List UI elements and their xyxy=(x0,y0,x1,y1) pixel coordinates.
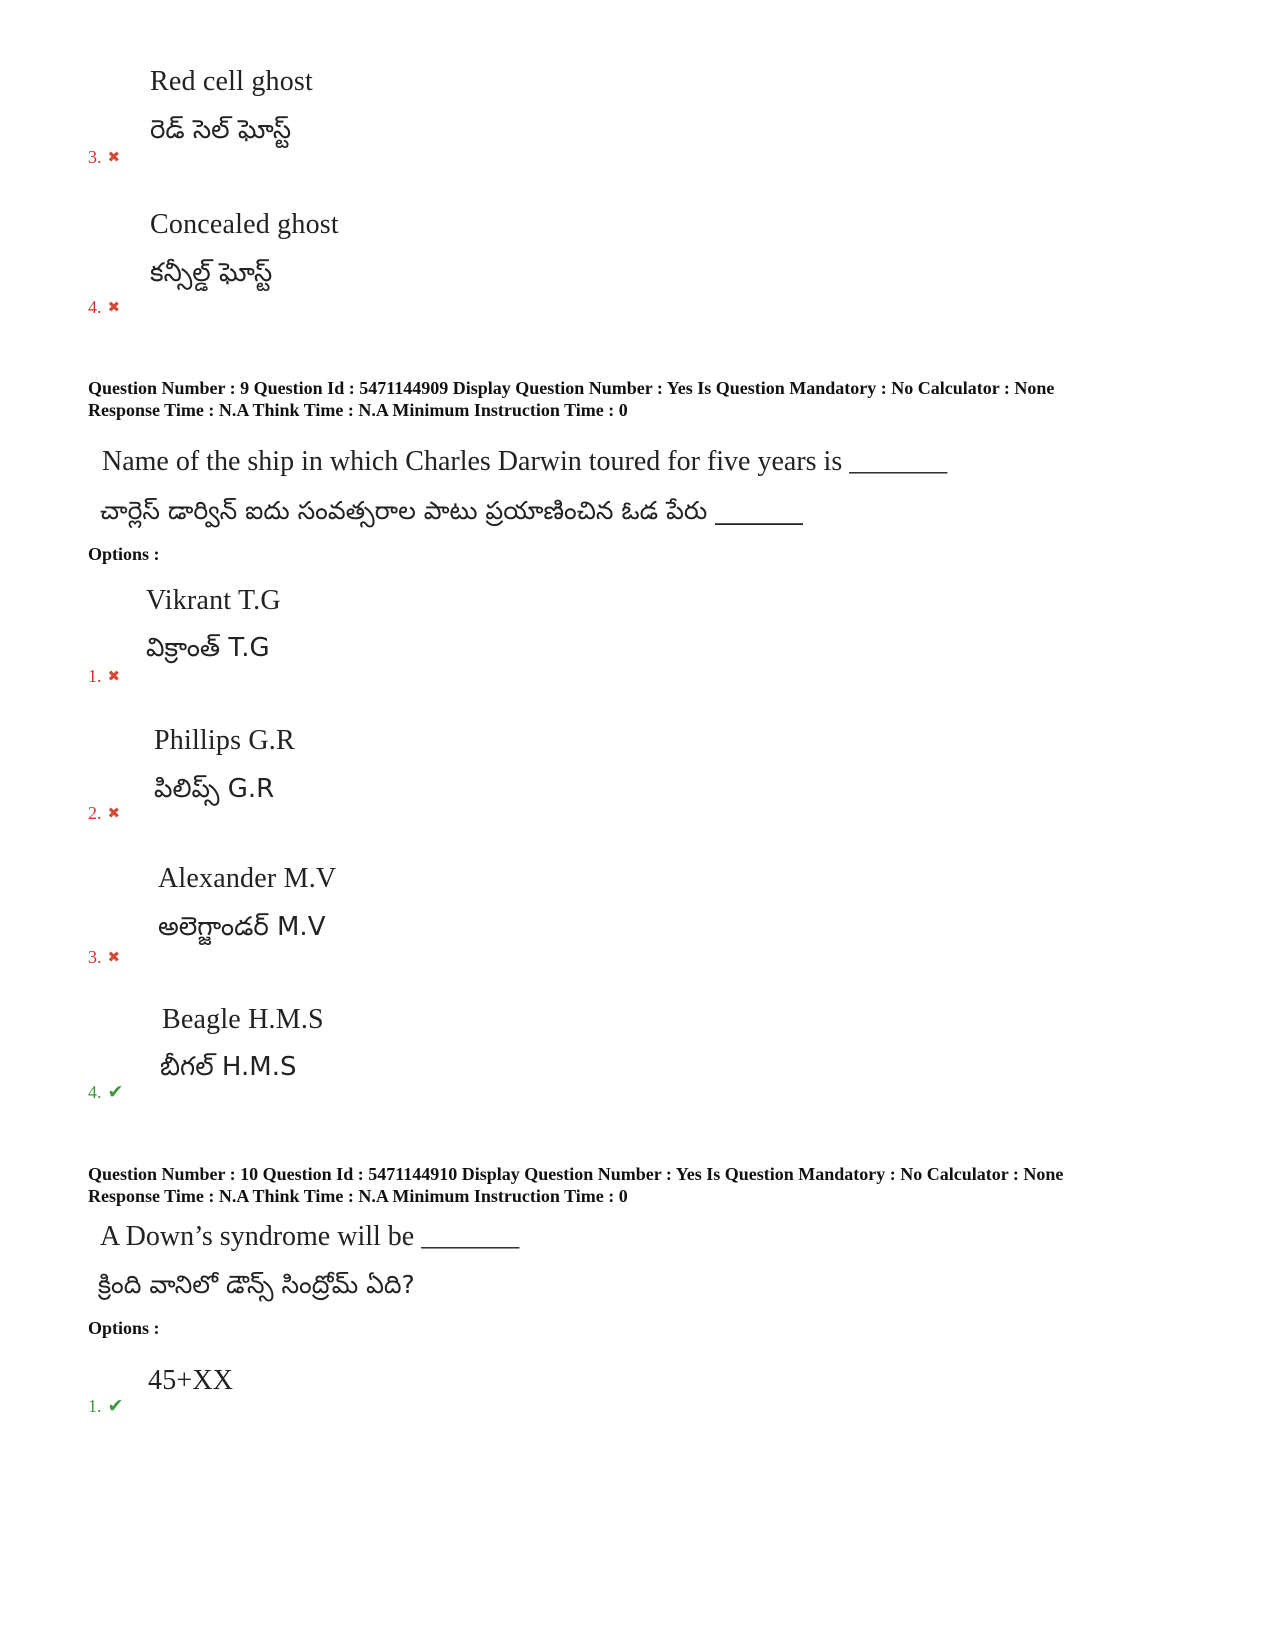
cross-icon: ✖ xyxy=(107,804,121,822)
option-text-te: కన్సీల్డ్ ఘోస్ట్ xyxy=(150,258,273,288)
option-number-label: 4. xyxy=(88,1082,102,1102)
cross-icon: ✖ xyxy=(107,148,121,166)
option-number-label: 3. xyxy=(88,947,102,967)
option-text-en: Beagle H.M.S xyxy=(162,1004,324,1035)
check-icon: ✔ xyxy=(107,1081,124,1103)
option-number-label: 3. xyxy=(88,147,102,167)
option-number xyxy=(88,147,120,168)
option-text-en: Alexander M.V xyxy=(158,863,337,894)
option-number-label: 1. xyxy=(88,1396,102,1416)
option-text-en: Vikrant T.G xyxy=(146,585,281,616)
cross-icon: ✖ xyxy=(107,298,121,316)
option-number xyxy=(88,666,120,687)
question-text-en: A Down’s syndrome will be _______ xyxy=(100,1221,520,1252)
option-text-te: రెడ్ సెల్ ఘోస్ట్ xyxy=(150,115,292,145)
option-number xyxy=(88,803,120,824)
question-text-te: చార్లెస్ డార్విన్ ఐదు సంవత్సరాల పాటు ప్రయాణించిన ఓడ పేరు _______ xyxy=(100,496,803,525)
option-text-te: అలెగ్జాండర్ M.V xyxy=(158,912,326,942)
option-text-en: Concealed ghost xyxy=(150,209,339,240)
question-meta-line2: Response Time : N.A Think Time : N.A Minimum Instruction Time : 0 xyxy=(88,1186,628,1206)
cross-icon: ✖ xyxy=(107,948,121,966)
options-label: Options : xyxy=(88,544,160,564)
options-label: Options : xyxy=(88,1318,160,1338)
option-number-label: 4. xyxy=(88,297,102,317)
question-text-en: Name of the ship in which Charles Darwin toured for five years is _______ xyxy=(102,446,948,477)
option-text-te: బీగల్ H.M.S xyxy=(160,1052,297,1082)
option-text-te: పిలిప్స్ G.R xyxy=(154,774,275,804)
option-text-en: Red cell ghost xyxy=(150,66,313,97)
option-text-en: 45+XX xyxy=(148,1365,234,1396)
question-meta-line1: Question Number : 10 Question Id : 5471144910 Display Question Number : Yes Is Question Mandatory : No Calculator : None xyxy=(88,1164,1064,1184)
option-number xyxy=(88,297,120,318)
question-meta-line2: Response Time : N.A Think Time : N.A Minimum Instruction Time : 0 xyxy=(88,400,628,420)
option-number xyxy=(88,1396,123,1417)
option-text-te: విక్రాంత్ T.G xyxy=(146,633,270,663)
option-number xyxy=(88,1082,123,1103)
check-icon: ✔ xyxy=(107,1395,124,1417)
option-number-label: 2. xyxy=(88,803,102,823)
cross-icon: ✖ xyxy=(107,667,121,685)
question-meta-line1: Question Number : 9 Question Id : 5471144909 Display Question Number : Yes Is Question Mandatory : No Calculator : None xyxy=(88,378,1055,398)
option-number xyxy=(88,947,120,968)
question-text-te: క్రింది వానిలో డౌన్స్ సింద్రోమ్ ఏది? xyxy=(98,1270,415,1299)
option-text-en: Phillips G.R xyxy=(154,725,295,756)
option-number-label: 1. xyxy=(88,666,102,686)
